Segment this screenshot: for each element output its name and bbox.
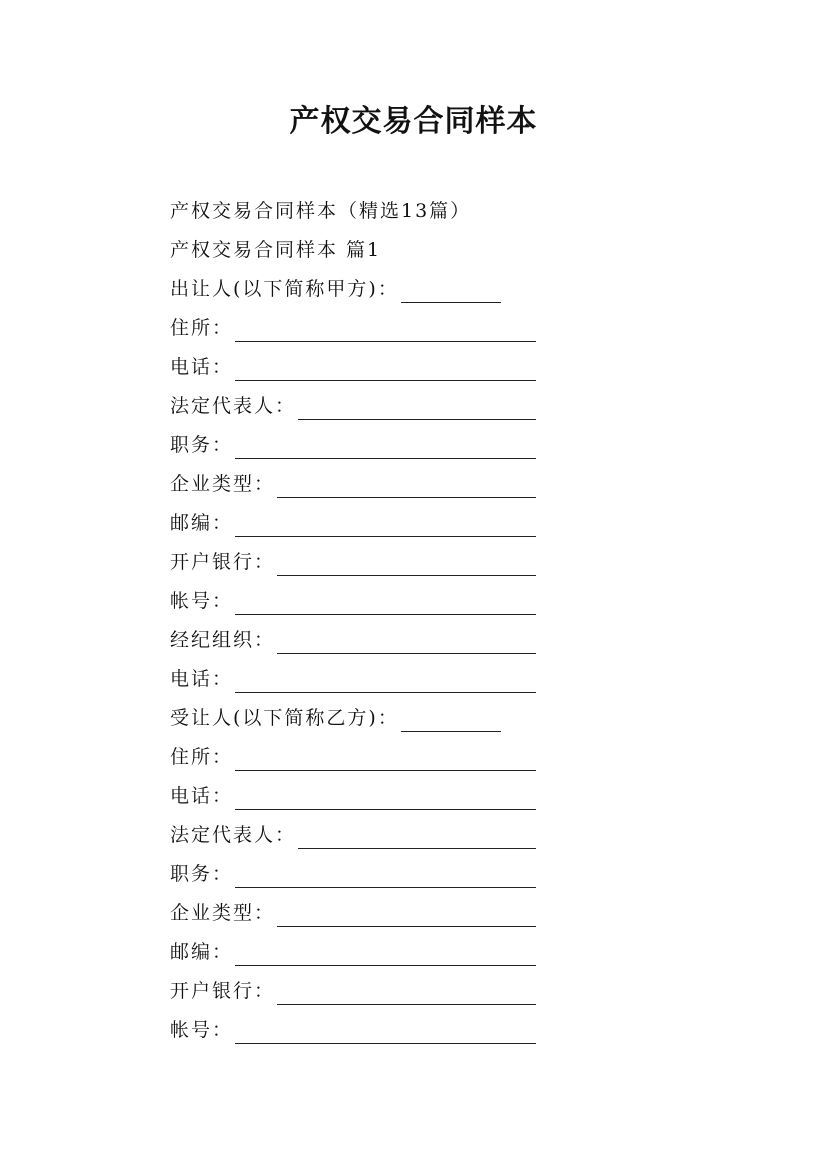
fill-in-blank[interactable] [235, 867, 536, 888]
document-title: 产权交易合同样本 [289, 104, 538, 139]
fill-in-blank[interactable] [235, 516, 536, 537]
form-line [170, 816, 536, 855]
fill-in-blank[interactable] [235, 321, 536, 342]
form-line-label: 开户银行： [170, 980, 276, 1002]
fill-in-blank[interactable] [235, 789, 536, 810]
form-line [170, 270, 536, 309]
form-line [170, 348, 536, 387]
form-line [170, 582, 536, 621]
form-line-label: 邮编： [170, 512, 234, 534]
fill-in-blank[interactable] [298, 828, 536, 849]
form-line-label: 法定代表人： [170, 824, 297, 846]
form-line-label: 企业类型： [170, 473, 276, 495]
form-line-label: 职务： [170, 863, 234, 885]
form-line [170, 660, 536, 699]
form-line-label: 企业类型： [170, 902, 276, 924]
form-line-label: 电话： [170, 785, 234, 807]
form-line-label: 职务： [170, 434, 234, 456]
form-line [170, 621, 536, 660]
form-line-label: 住所： [170, 317, 234, 339]
form-line [170, 426, 536, 465]
fill-in-blank[interactable] [235, 672, 536, 693]
form-line-label: 帐号： [170, 1019, 234, 1041]
fill-in-blank[interactable] [401, 711, 501, 732]
fill-in-blank[interactable] [401, 282, 501, 303]
form-line [170, 699, 536, 738]
form-line-label: 产权交易合同样本 篇1 [170, 239, 382, 261]
form-line [170, 543, 536, 582]
fill-in-blank[interactable] [298, 399, 536, 420]
fill-in-blank[interactable] [235, 1023, 536, 1044]
form-line-label: 电话： [170, 356, 234, 378]
fill-in-blank[interactable] [277, 555, 536, 576]
form-line [170, 192, 536, 231]
form-line [170, 933, 536, 972]
form-line-label: 住所： [170, 746, 234, 768]
form-line-label: 产权交易合同样本（精选13篇） [170, 200, 472, 222]
form-line-label: 开户银行： [170, 551, 276, 573]
fill-in-blank[interactable] [277, 906, 536, 927]
fill-in-blank[interactable] [277, 477, 536, 498]
form-line [170, 231, 536, 270]
form-line-label: 电话： [170, 668, 234, 690]
form-line [170, 504, 536, 543]
form-line-label: 法定代表人： [170, 395, 297, 417]
form-line [170, 738, 536, 777]
form-line [170, 387, 536, 426]
fill-in-blank[interactable] [277, 984, 536, 1005]
form-line [170, 894, 536, 933]
document-body [170, 192, 536, 1050]
form-line [170, 972, 536, 1011]
form-line-label: 出让人(以下简称甲方)： [170, 278, 399, 300]
form-line [170, 1011, 536, 1050]
form-line-label: 受让人(以下简称乙方)： [170, 707, 399, 729]
fill-in-blank[interactable] [235, 945, 536, 966]
form-line [170, 777, 536, 816]
fill-in-blank[interactable] [235, 750, 536, 771]
fill-in-blank[interactable] [277, 633, 536, 654]
fill-in-blank[interactable] [235, 594, 536, 615]
form-line-label: 帐号： [170, 590, 234, 612]
form-line [170, 465, 536, 504]
form-line [170, 309, 536, 348]
fill-in-blank[interactable] [235, 438, 536, 459]
form-line-label: 邮编： [170, 941, 234, 963]
fill-in-blank[interactable] [235, 360, 536, 381]
form-line-label: 经纪组织： [170, 629, 276, 651]
form-line [170, 855, 536, 894]
